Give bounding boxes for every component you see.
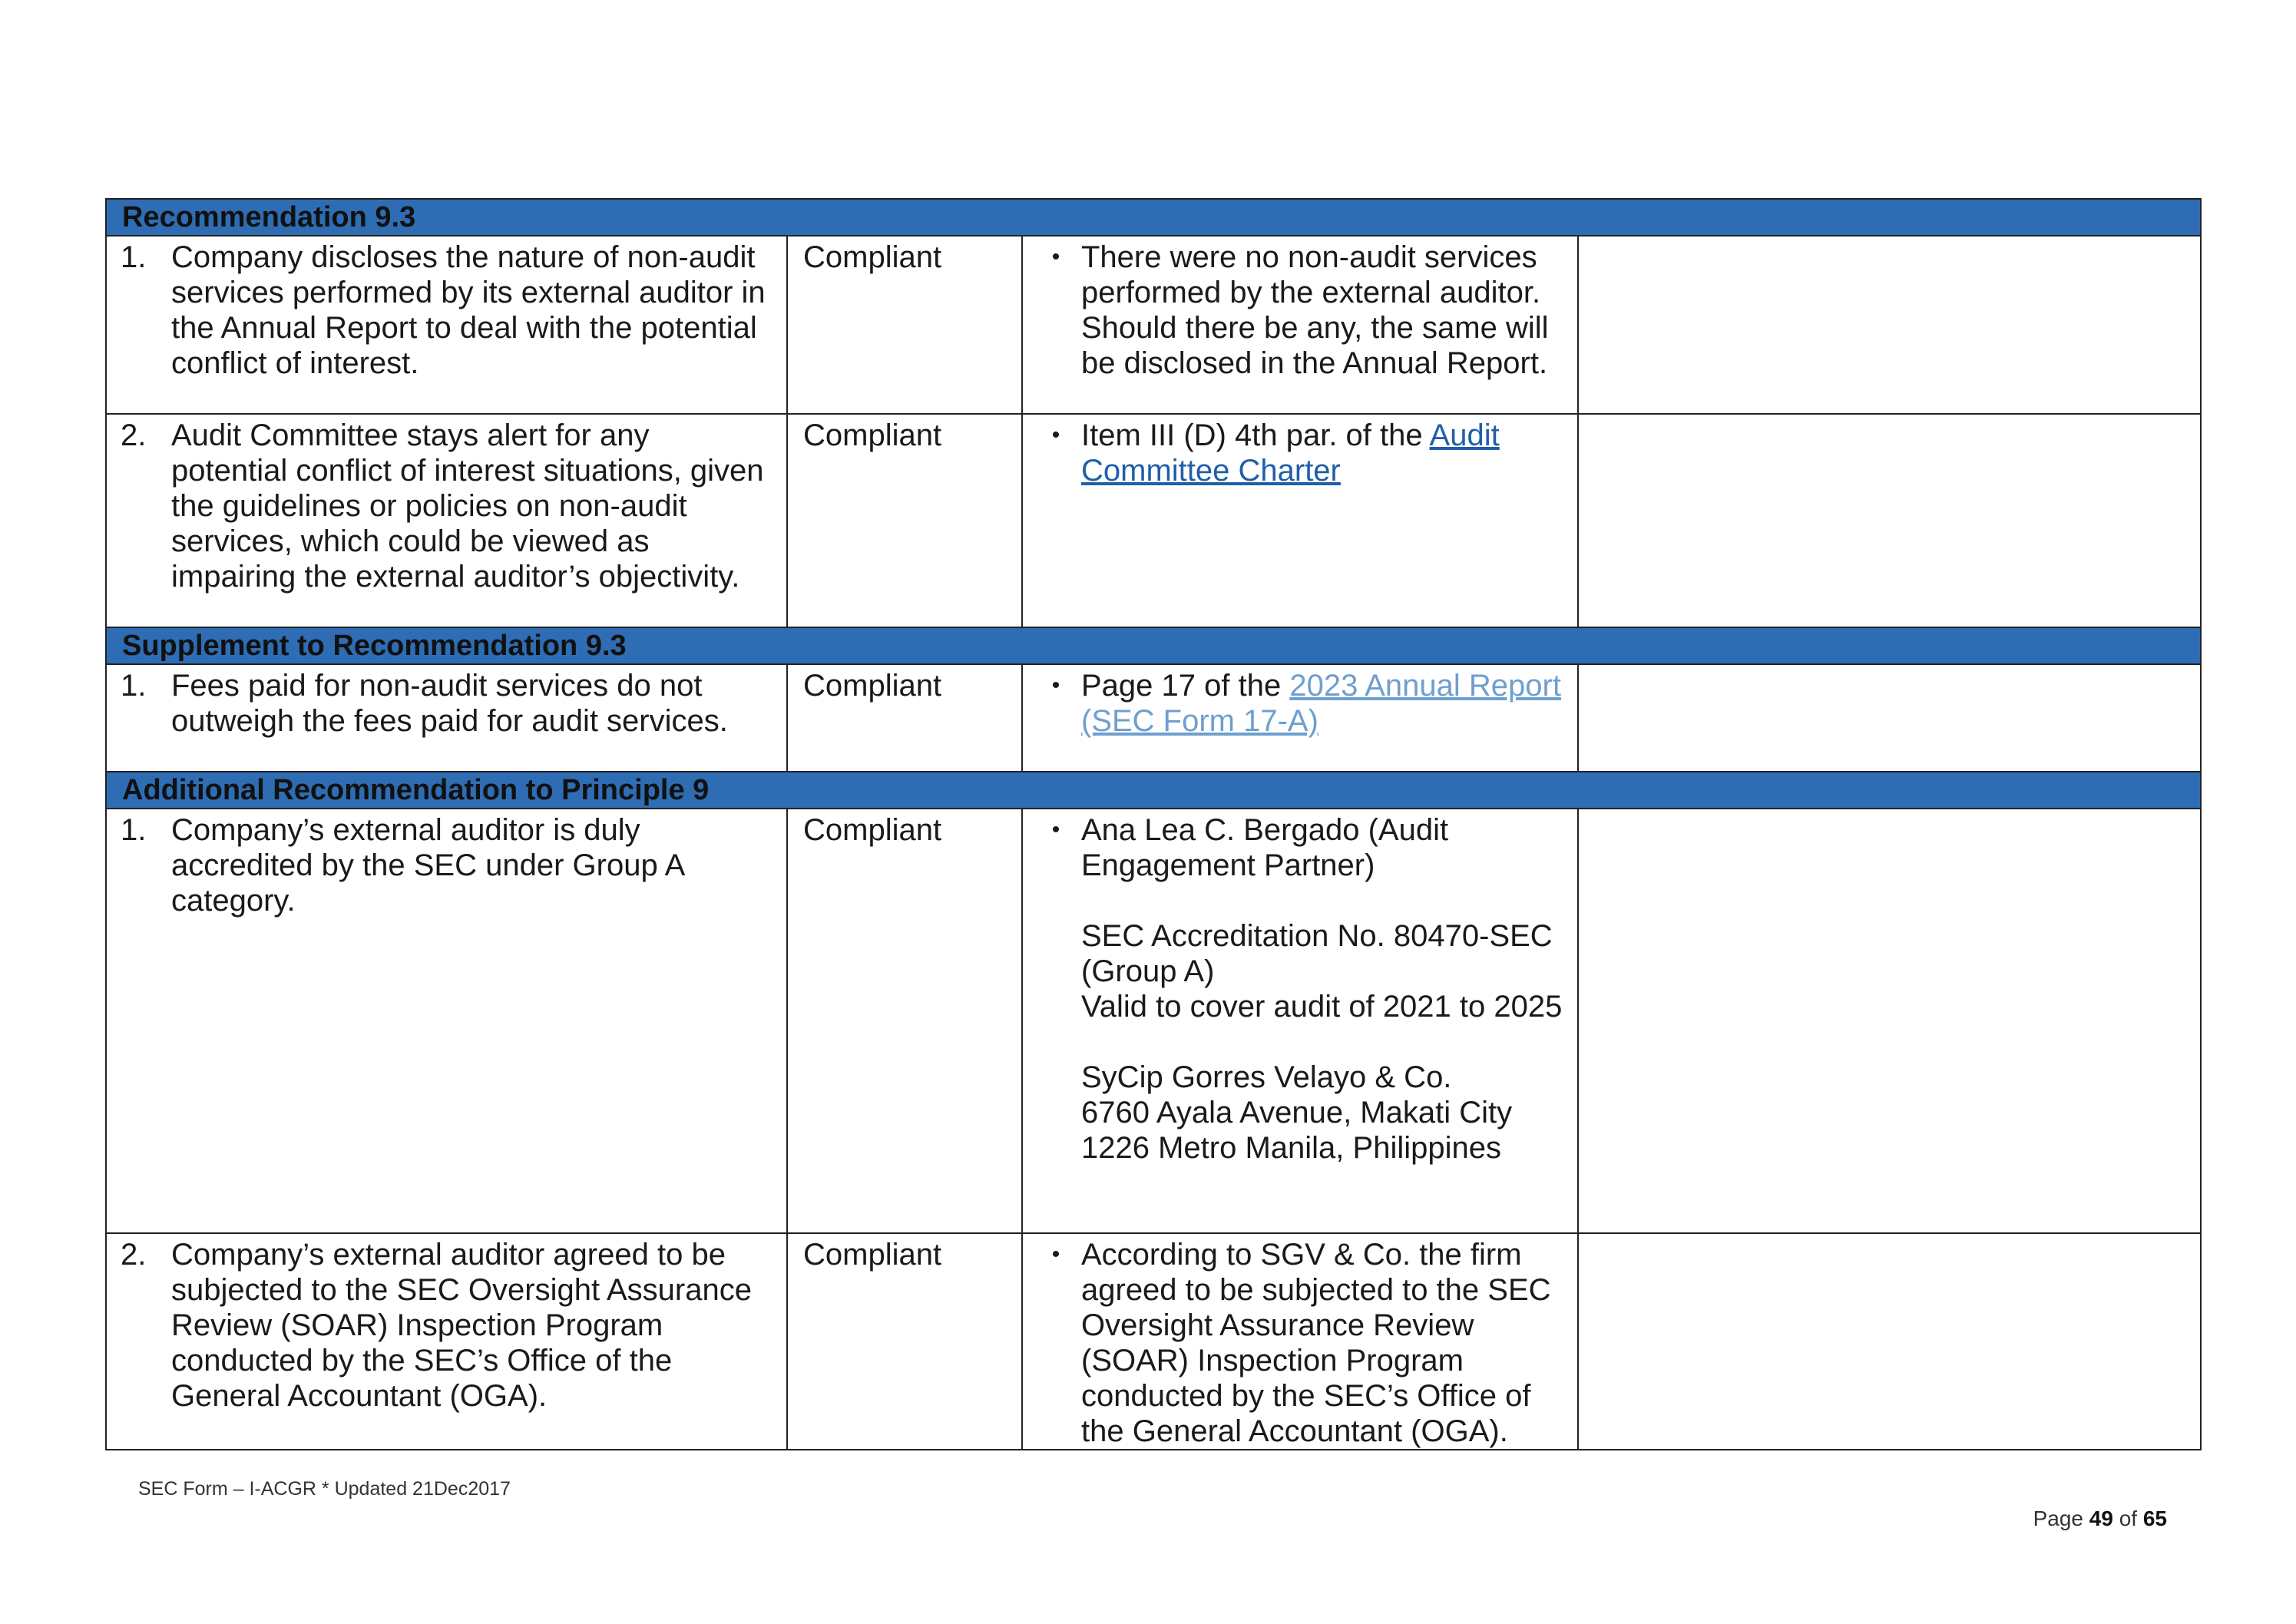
table-row (106, 1233, 2201, 1450)
item-number: 2. (121, 1238, 147, 1272)
section-header-row (106, 627, 2201, 664)
page-current: 49 (2089, 1507, 2113, 1530)
page-of-label: of (2119, 1507, 2138, 1530)
firm-address-line2: 1226 Metro Manila, Philippines (1081, 1131, 1501, 1165)
explanation-cell (1578, 664, 2201, 772)
status-text: Compliant (803, 240, 942, 274)
bullet-icon: • (1051, 817, 1060, 842)
evidence-text: According to SGV & Co. the firm agreed to be subjected to the SEC Oversight Assurance Review (SOAR) Inspection Program conducted by the SEC’s Office of the General Accountant (OGA). (1081, 1238, 1551, 1448)
section-header-row (106, 772, 2201, 809)
explanation-cell (1578, 809, 2201, 1233)
validity-text: Valid to cover audit of 2021 to 2025 (1081, 990, 1563, 1024)
bullet-icon: • (1051, 1242, 1060, 1267)
table-row (106, 236, 2201, 414)
recommendation-text: Audit Committee stays alert for any potential conflict of interest situations, given the guidelines or policies on non-audit services, which could be viewed as impairing the external auditor’s objectivity. (171, 418, 764, 594)
bullet-icon: • (1051, 244, 1060, 270)
item-number: 1. (121, 813, 147, 847)
recommendation-text: Company discloses the nature of non-audit services performed by its external auditor in the Annual Report to deal with the potential conflict of interest. (171, 240, 766, 380)
evidence-text: Item III (D) 4th par. of the (1081, 418, 1430, 452)
evidence-cell (1022, 414, 1578, 627)
status-cell (787, 1233, 1022, 1450)
item-number: 2. (121, 418, 147, 452)
recommendation-cell (106, 236, 787, 414)
status-cell (787, 664, 1022, 772)
status-text: Compliant (803, 418, 942, 452)
item-number: 1. (121, 240, 147, 274)
evidence-cell (1022, 1233, 1578, 1450)
recommendation-cell (106, 1233, 787, 1450)
evidence-cell (1022, 809, 1578, 1233)
annual-report-link[interactable]: 2023 Annual Report (SEC Form 17-A) (1081, 669, 1561, 738)
section-header: Additional Recommendation to Principle 9 (106, 772, 2201, 809)
evidence-cell (1022, 664, 1578, 772)
accreditation-text: SEC Accreditation No. 80470-SEC (Group A) (1081, 919, 1553, 988)
evidence-cell (1022, 236, 1578, 414)
item-number: 1. (121, 669, 147, 703)
explanation-cell (1578, 414, 2201, 627)
audit-committee-charter-link[interactable]: Audit Committee Charter (1081, 418, 1500, 488)
evidence-text: There were no non-audit services performed by the external auditor. Should there be any, the same will be disclosed in the Annual Report. (1081, 240, 1549, 380)
recommendation-text: Company’s external auditor agreed to be subjected to the SEC Oversight Assurance Review (SOAR) Inspection Program conducted by the SEC’s Office of the General Accountant (OGA). (171, 1238, 752, 1413)
footer-form-label: SEC Form – I-ACGR * Updated 21Dec2017 (138, 1478, 511, 1500)
compliance-table (105, 198, 2202, 1450)
recommendation-cell (106, 809, 787, 1233)
firm-address-line1: 6760 Ayala Avenue, Makati City (1081, 1096, 1513, 1130)
status-text: Compliant (803, 669, 942, 703)
page-label: Page (2033, 1507, 2083, 1530)
table-row (106, 809, 2201, 1233)
table-row (106, 664, 2201, 772)
table-row (106, 414, 2201, 627)
status-cell (787, 414, 1022, 627)
recommendation-cell (106, 414, 787, 627)
evidence-text: Page 17 of the (1081, 669, 1290, 703)
recommendation-text: Fees paid for non-audit services do not outweigh the fees paid for audit services. (171, 669, 728, 738)
section-header-row (106, 199, 2201, 236)
recommendation-text: Company’s external auditor is duly accredited by the SEC under Group A category. (171, 813, 684, 918)
bullet-icon: • (1051, 422, 1060, 448)
section-header: Recommendation 9.3 (106, 199, 2201, 236)
page-number (2033, 1507, 2167, 1531)
audit-partner-text: Ana Lea C. Bergado (Audit Engagement Partner) (1081, 813, 1449, 882)
bullet-icon: • (1051, 673, 1060, 698)
section-header: Supplement to Recommendation 9.3 (106, 627, 2201, 664)
explanation-cell (1578, 1233, 2201, 1450)
explanation-cell (1578, 236, 2201, 414)
recommendation-cell (106, 664, 787, 772)
page-total: 65 (2142, 1507, 2167, 1530)
firm-name-text: SyCip Gorres Velayo & Co. (1081, 1060, 1452, 1094)
status-text: Compliant (803, 813, 942, 847)
status-cell (787, 809, 1022, 1233)
status-text: Compliant (803, 1238, 942, 1272)
status-cell (787, 236, 1022, 414)
